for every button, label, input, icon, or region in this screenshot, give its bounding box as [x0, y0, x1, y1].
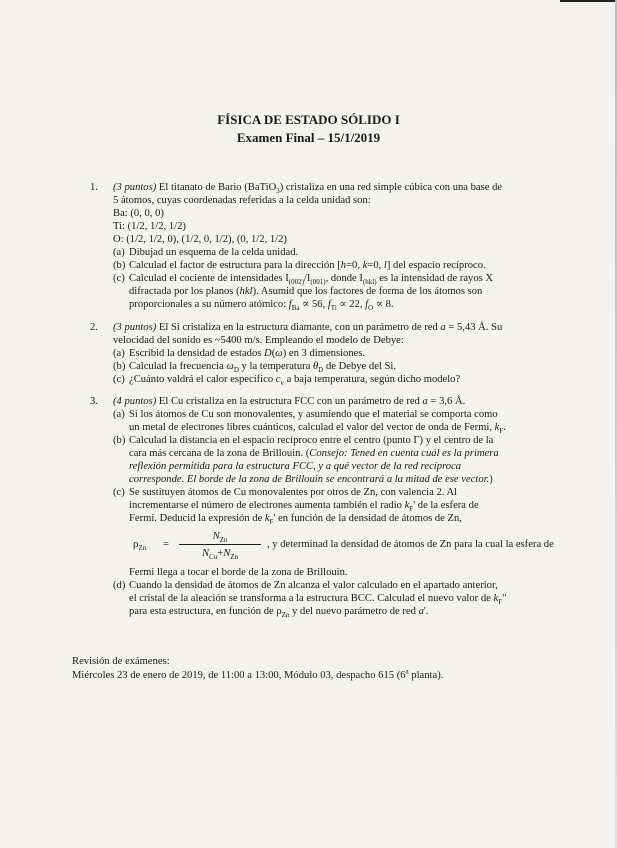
q1-o-coordinates: O: (1/2, 1/2, 0), (1/2, 0, 1/2), (0, 1/2, 1/2) [113, 234, 287, 245]
points: (4 puntos) [113, 396, 157, 407]
points: (3 puntos) [113, 182, 157, 193]
q1-intro-line-1: (3 puntos) El titanato de Bario (BaTiO$_3$) cristaliza en una red simple cúbica con una base de [113, 182, 503, 196]
q1-ti-coordinates: Ti: (1/2, 1/2, 1/2) [113, 221, 186, 232]
fraction-numerator: $N_{Zn}$ [212, 531, 228, 545]
fraction-bar [179, 544, 261, 545]
question-1: 1. (3 puntos) El titanato de Bario (BaTiO$_3$) cristaliza en una red simple cúbica con una base de 5 átomos, cuyas coordenadas referidas a la celda unidad son: Ba: (0, 0, 0) Ti: (1/2, 1/2, 1/2) O: (1/2, 1/2, 0), (1/2, 0, 1/2), (0, 1/2, 1/2) (a) Dibujad un esquema de la celda unidad. (b) Calculad el factor de estructura para la dirección [h=0, k=0, l] del espacio recíproco. (c) Calculad el cociente de intensidades $I_{(002)}/I_{(001)}$, donde $I_{(hkl)}$ es la intensidad de rayos X difractada por los planos (hkl). Asumid que los factores de forma de los átomos son proporcionales a su número atómico: $f_{Ba} \propto 56$, $f_{Ti} \propto 22$, $f_O \propto 8$. [90, 182, 503, 313]
equals-sign: = [163, 539, 169, 550]
question-2: 2. (3 puntos) El Si cristaliza en la estructura diamante, con un parámetro de red a = 5,43 Å. Su velocidad del sonido es ~5400 m/s. Empleando el modelo de Debye: (a) Escribid la densidad de estados D(ω) en 3 dimensiones. (b) Calculad la frecuencia $\omega_D$ y la temperatura $\theta_D$ de Debye del Si. (c) ¿Cuánto valdrá el calor específico $c_v$ a baja temperatura, según dicho modelo? [90, 322, 503, 388]
scan-edge-top [560, 0, 617, 2]
exam-subtitle: Examen Final – 15/1/2019 [236, 130, 381, 145]
points: (3 puntos) [113, 322, 157, 333]
formula-continuation: , y determinad la densidad de átomos de Zn para la cual la esfera de [267, 539, 554, 550]
rho-zn: $\rho_{Zn}$ [133, 538, 147, 553]
question-3: 3. (4 puntos) El Cu cristaliza en la estructura FCC con un parámetro de red a = 3,6 Å. (a) Si los átomos de Cu son monovalentes, y asumiendo que el material se comporta como un metal de electrones libres cuánticos, calculad el valor del vector de onda de Fermi, $k_F$. (b) Calculad la distancia en el espacio recíproco entre el centro (punto Γ) y el centro de la cara más cercana de la zona de Brillouin. (Consejo: Tened en cuenta cuál es la primera reflexión permitida para la estructura FCC, y a qué vector de la red recíproca corresponde. El borde de la zona de Brillouin se encontrará a la mitad de ese vector.) (c) Se sustituyen átomos de Cu monovalentes por otros de Zn, con valencia 2. Al incrementarse el número de electrones aumenta también el radio $k_F'$ de la esfera de Fermi. Deducid la expresión de $k_F'$ en función de la densidad de átomos de Zn, $\rho_{Zn}$ = $N_{Zn}$ $N_{Cu}+N_{Zn}$ , y determinad la densidad de átomos de Zn para la cual la esfera de Fermi llega a tocar el borde de la zona de Brillouin. (d) Cuando la densidad de átomos de Zn alcanza el valor calculado en el apartado anterior, el cristal de la aleación se transforma a la estructura BCC. Calculad el nuevo valor de $k_F$" para esta estructura, en función de $\rho_{Zn}$ y del nuevo parámetro de red a'. [90, 396, 554, 620]
question-number: 2. [90, 322, 98, 333]
review-heading: Revisión de exámenes: [72, 656, 170, 667]
fraction [179, 530, 261, 564]
q1-intro-line-2: 5 átomos, cuyas coordenadas referidas a la celda unidad son: [113, 195, 371, 206]
exam-title: FÍSICA DE ESTADO SÓLIDO I [217, 112, 400, 127]
q2-intro-line-2: velocidad del sonido es ~5400 m/s. Empleando el modelo de Debye: [113, 335, 404, 346]
fraction-denominator: $N_{Cu}+N_{Zn}$ [201, 548, 239, 562]
q1-ba-coordinates: Ba: (0, 0, 0) [113, 208, 164, 219]
q2-intro-line-1: (3 puntos) El Si cristaliza en la estructura diamante, con un parámetro de red a = 5,43 Å. Su [113, 322, 503, 333]
question-number: 1. [90, 182, 98, 193]
review-details: Miércoles 23 de enero de 2019, de 11:00 a 13:00, Módulo 03, despacho 615 (6$^a$ planta). [72, 667, 444, 681]
question-number: 3. [90, 396, 98, 407]
zn-density-formula [133, 530, 553, 564]
q3-intro-line: (4 puntos) El Cu cristaliza en la estructura FCC con un parámetro de red a = 3,6 Å. [113, 396, 466, 407]
